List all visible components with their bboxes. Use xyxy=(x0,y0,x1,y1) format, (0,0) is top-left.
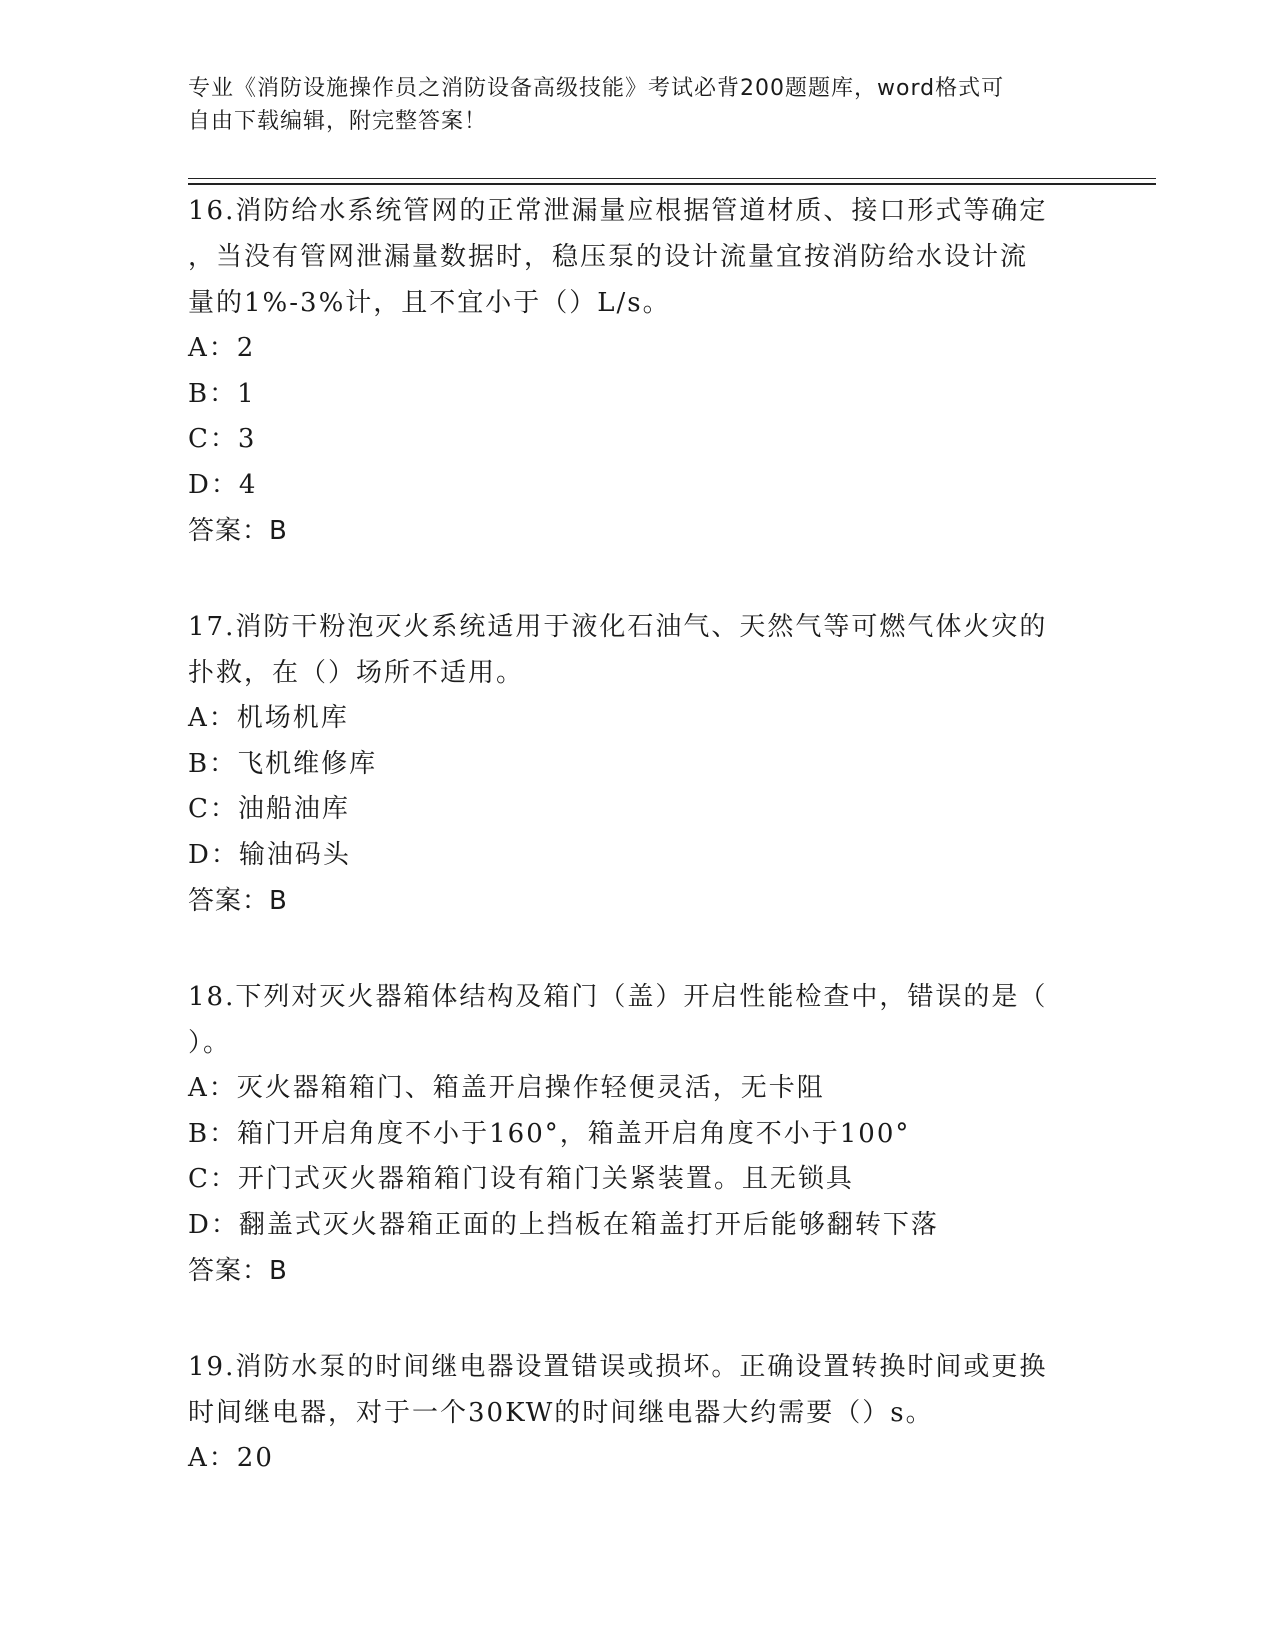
header-divider-thin xyxy=(188,178,1156,179)
option-b: B：飞机维修库 xyxy=(188,748,378,779)
stem-line: 16.消防给水系统管网的正常泄漏量应根据管道材质、接口形式等确定 xyxy=(188,196,1048,226)
question-17 xyxy=(188,604,1088,924)
stem-line: 18.下列对灭火器箱体结构及箱门（盖）开启性能检查中，错误的是（ xyxy=(188,982,1048,1012)
stem-line: 时间继电器，对于一个30KW的时间继电器大约需要（）s。 xyxy=(188,1398,934,1428)
question-stem xyxy=(188,974,1088,1066)
header-line-1: 专业《消防设施操作员之消防设备高级技能》考试必背200题题库，word格式可 xyxy=(188,76,1005,101)
stem-line: 19.消防水泵的时间继电器设置错误或损坏。正确设置转换时间或更换 xyxy=(188,1352,1048,1382)
option-c: C：油船油库 xyxy=(188,794,350,824)
option-a: A：机场机库 xyxy=(188,703,349,733)
question-stem xyxy=(188,604,1088,696)
answer-line: 答案：B xyxy=(188,886,288,916)
header-line-2: 自由下载编辑，附完整答案！ xyxy=(188,109,488,134)
question-16 xyxy=(188,188,1088,554)
answer-line: 答案：B xyxy=(188,1256,288,1286)
option-d: D：4 xyxy=(188,469,258,500)
option-b: B：1 xyxy=(188,378,256,409)
option-a: A：灭火器箱箱门、箱盖开启操作轻便灵活，无卡阻 xyxy=(188,1073,825,1103)
stem-line: 量的1%-3%计，且不宜小于（）L/s。 xyxy=(188,288,671,318)
option-c: C：3 xyxy=(188,424,257,454)
option-d: D：输油码头 xyxy=(188,839,351,870)
question-list xyxy=(188,188,1088,1532)
option-a: A：20 xyxy=(188,1443,274,1473)
question-stem xyxy=(188,188,1088,326)
answer-line: 答案：B xyxy=(188,516,288,546)
option-a: A：2 xyxy=(188,333,256,363)
option-c: C：开门式灭火器箱箱门设有箱门关紧装置。且无锁具 xyxy=(188,1164,854,1194)
question-18 xyxy=(188,974,1088,1294)
option-d: D：翻盖式灭火器箱正面的上挡板在箱盖打开后能够翻转下落 xyxy=(188,1209,939,1240)
question-stem xyxy=(188,1344,1088,1436)
header-divider-thick xyxy=(188,183,1156,185)
stem-line: ，当没有管网泄漏量数据时，稳压泵的设计流量宜按消防给水设计流 xyxy=(188,242,1029,272)
stem-line: 17.消防干粉泡灭火系统适用于液化石油气、天然气等可燃气体火灾的 xyxy=(188,612,1048,642)
document-header xyxy=(188,72,1068,138)
stem-line: ）。 xyxy=(188,1028,232,1058)
question-19 xyxy=(188,1344,1088,1482)
stem-line: 扑救，在（）场所不适用。 xyxy=(188,658,525,688)
option-b: B：箱门开启角度不小于160°，箱盖开启角度不小于100° xyxy=(188,1118,911,1149)
